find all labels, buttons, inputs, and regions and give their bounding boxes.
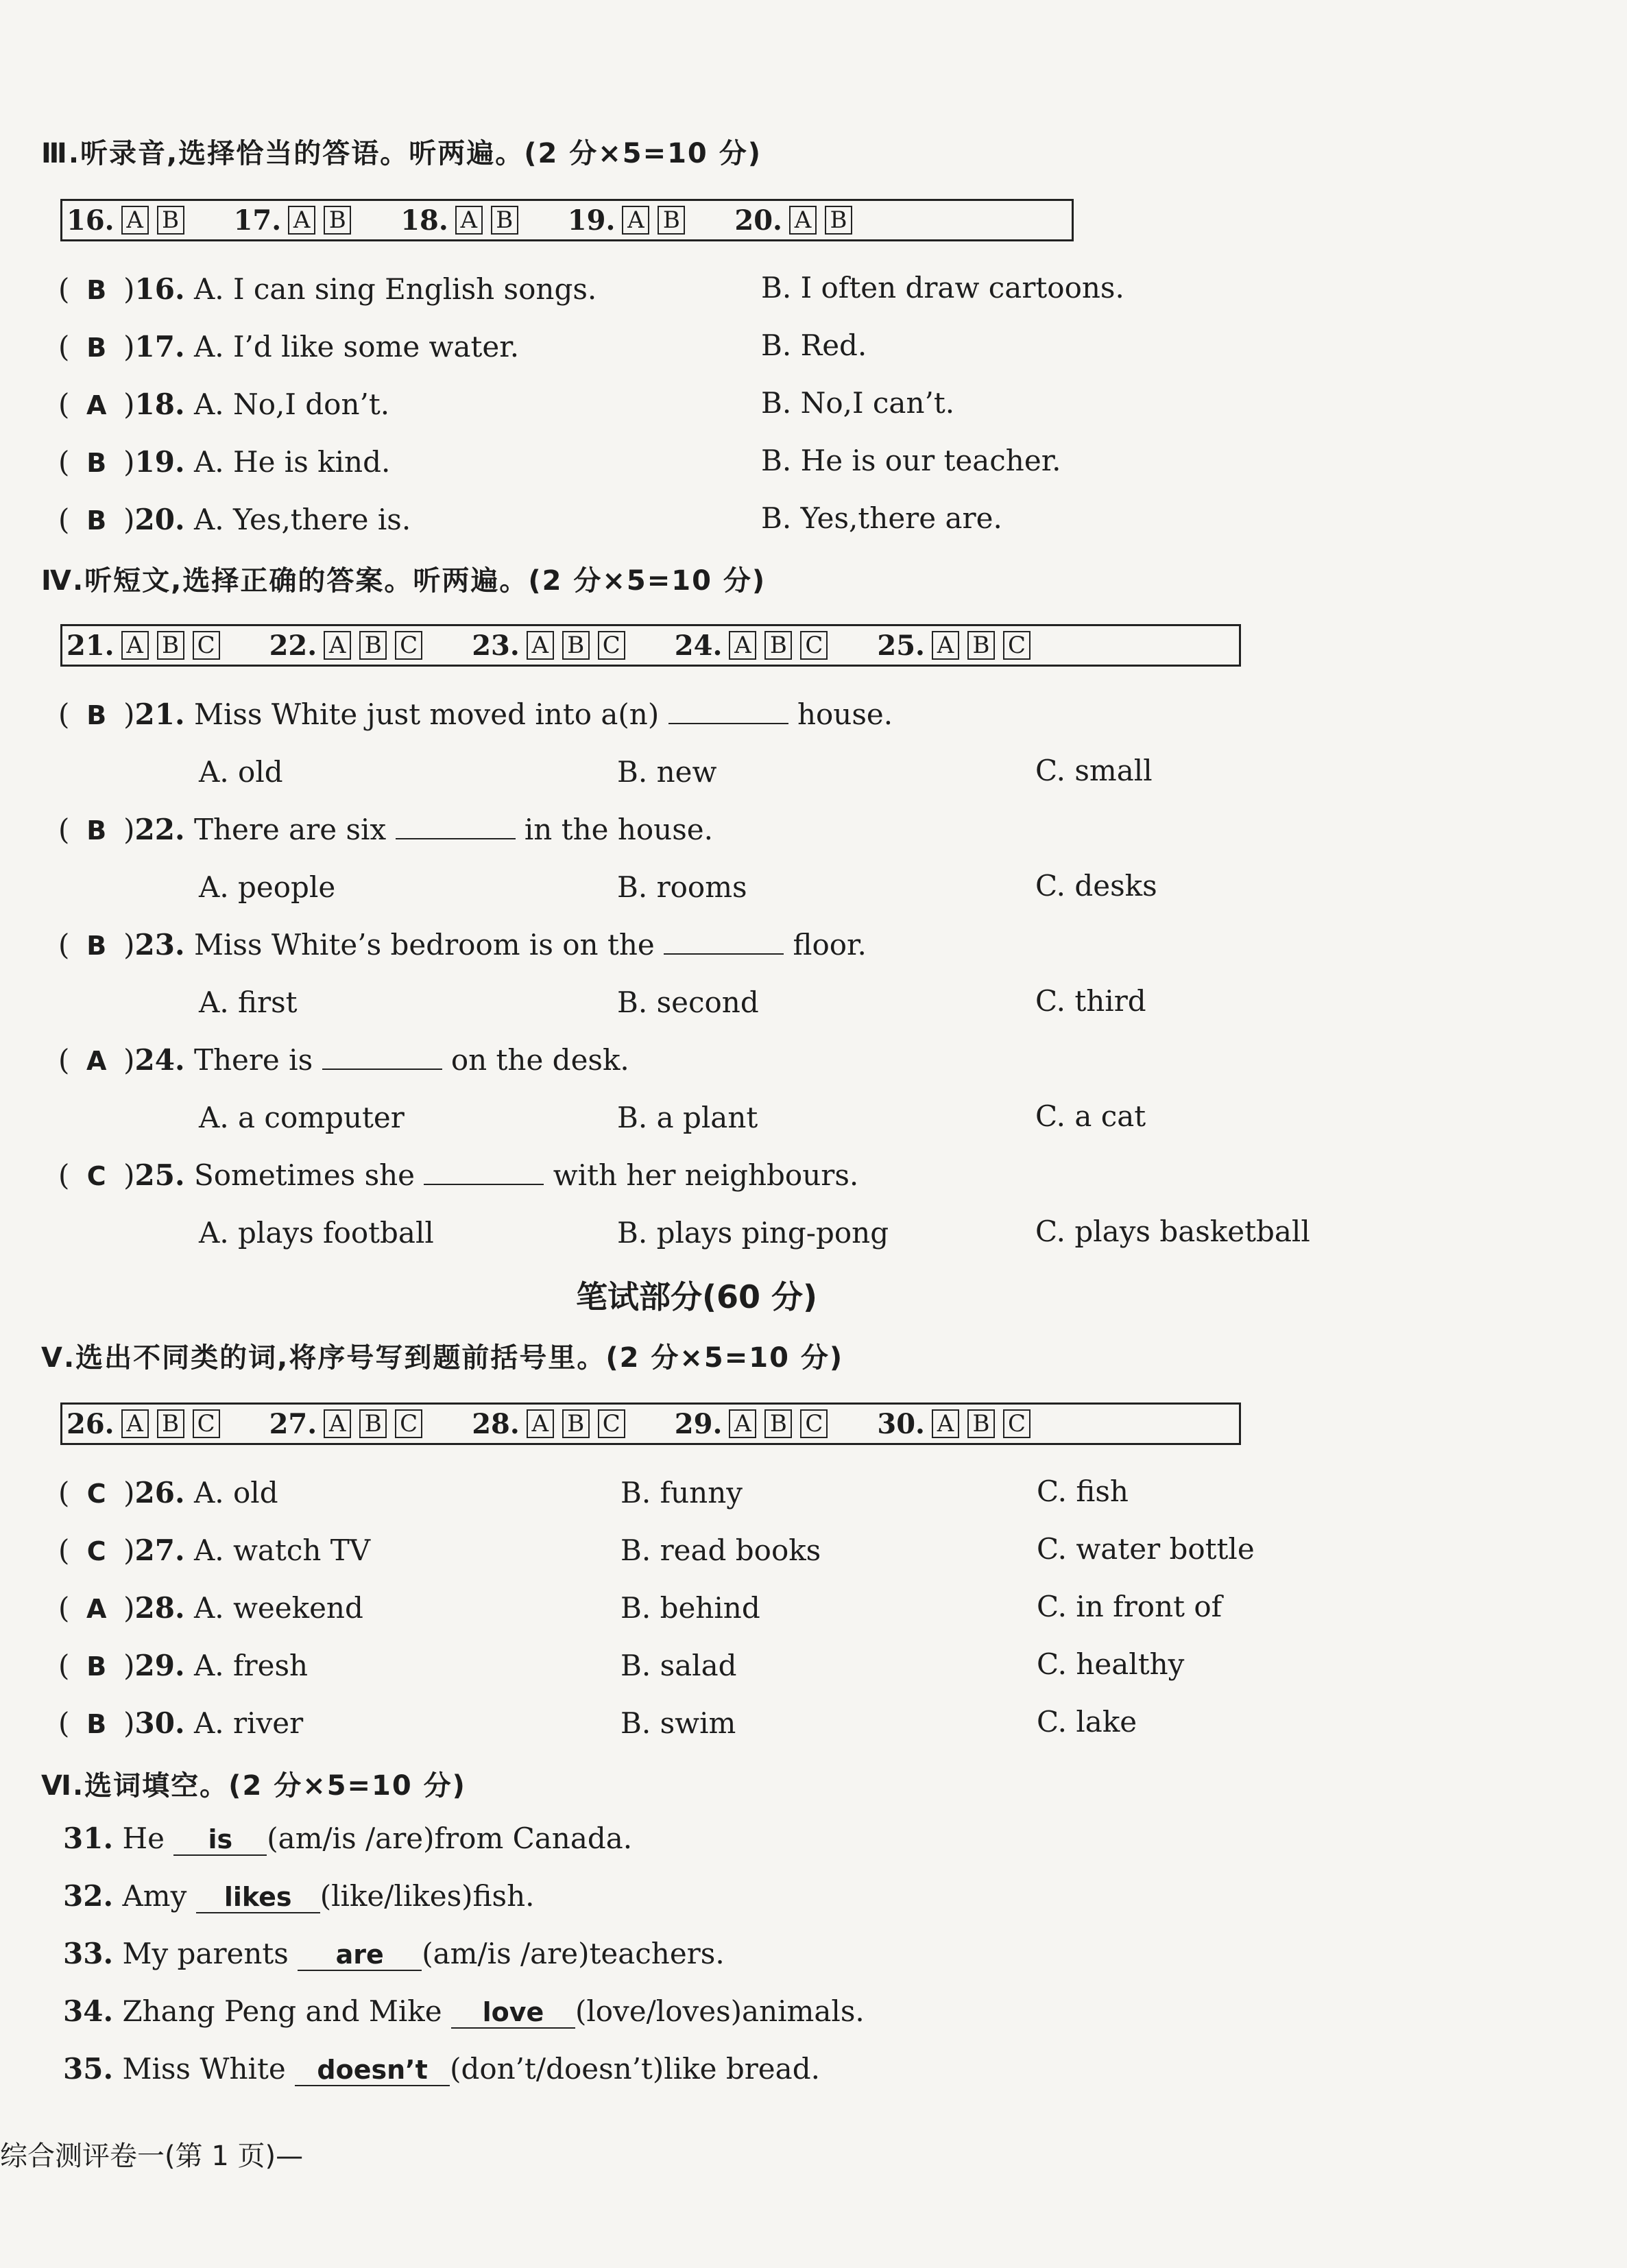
option-box[interactable]: C bbox=[395, 631, 422, 660]
option-box[interactable]: A bbox=[455, 206, 483, 235]
option-a: A. He is kind. bbox=[193, 445, 391, 479]
answer-letter: B bbox=[86, 505, 107, 536]
option-a: A. a computer bbox=[199, 1101, 405, 1134]
answer-bar-4 bbox=[60, 624, 1241, 667]
option-box[interactable]: B bbox=[562, 631, 590, 660]
question-number: 27. bbox=[134, 1533, 185, 1567]
option-box[interactable]: C bbox=[193, 631, 220, 660]
option-box[interactable]: B bbox=[764, 1409, 792, 1438]
option-box[interactable]: A bbox=[622, 206, 649, 235]
option-b: B. No,I can’t. bbox=[761, 386, 955, 420]
question-number: 31. bbox=[63, 1822, 114, 1855]
answer-letter: B bbox=[86, 815, 107, 846]
answer-letter: C bbox=[86, 1161, 106, 1191]
question-number: 18. bbox=[134, 387, 185, 421]
answer-letter: A bbox=[86, 1046, 107, 1076]
answer-group bbox=[675, 1408, 836, 1440]
question-number: 16. bbox=[67, 204, 115, 237]
answer-letter: B bbox=[86, 1651, 107, 1682]
answer-letter: B bbox=[86, 275, 107, 305]
filled-answer: doesn’t bbox=[295, 2055, 450, 2086]
question-31 bbox=[63, 1822, 632, 1856]
option-a: A. plays football bbox=[199, 1216, 434, 1250]
answer-group bbox=[734, 204, 860, 237]
option-a: A. river bbox=[193, 1706, 304, 1740]
question-32 bbox=[63, 1879, 534, 1913]
question-number: 23. bbox=[472, 629, 520, 662]
option-box[interactable]: B bbox=[157, 1409, 184, 1438]
option-a: A. old bbox=[199, 755, 283, 789]
option-b: B. He is our teacher. bbox=[761, 444, 1061, 477]
answer-letter: B bbox=[86, 931, 107, 961]
question-number: 35. bbox=[63, 2052, 114, 2086]
option-box[interactable]: A bbox=[932, 1409, 959, 1438]
option-box[interactable]: C bbox=[395, 1409, 422, 1438]
stem-before: Miss White just moved into a(n) bbox=[193, 697, 660, 731]
answer-group bbox=[400, 204, 527, 237]
option-box[interactable]: B bbox=[491, 206, 518, 235]
option-box[interactable]: C bbox=[193, 1409, 220, 1438]
question-number: 32. bbox=[63, 1879, 114, 1913]
option-b: B. rooms bbox=[617, 870, 747, 904]
option-box[interactable]: C bbox=[598, 1409, 625, 1438]
option-box[interactable]: A bbox=[324, 1409, 351, 1438]
option-box[interactable]: A bbox=[789, 206, 817, 235]
stem-after: (am/is /are)from Canada. bbox=[267, 1822, 633, 1855]
stem-after: (love/loves)animals. bbox=[575, 1994, 865, 2028]
stem-before: Zhang Peng and Mike bbox=[122, 1994, 442, 2028]
option-box[interactable]: B bbox=[562, 1409, 590, 1438]
stem-before: Amy bbox=[122, 1879, 187, 1913]
question-number: 34. bbox=[63, 1994, 114, 2028]
filled-answer: likes bbox=[196, 1882, 320, 1913]
option-b: B. swim bbox=[620, 1706, 736, 1740]
question-16: ( B )16. A. I can sing English songs. bbox=[58, 272, 597, 306]
question-28: ( A )28. A. weekend bbox=[58, 1591, 363, 1625]
answer-letter: C bbox=[86, 1536, 106, 1566]
question-34 bbox=[63, 1994, 865, 2029]
stem-before: Miss White bbox=[122, 2052, 286, 2086]
stem-before: He bbox=[122, 1822, 165, 1855]
option-box[interactable]: B bbox=[825, 206, 852, 235]
answer-group bbox=[877, 630, 1039, 662]
blank-line bbox=[668, 700, 788, 724]
answer-group bbox=[67, 204, 193, 237]
option-box[interactable]: C bbox=[800, 1409, 828, 1438]
option-box[interactable]: B bbox=[967, 631, 995, 660]
answer-group bbox=[675, 630, 836, 662]
question-number: 20. bbox=[734, 204, 782, 237]
question-20: ( B )20. A. Yes,there is. bbox=[58, 503, 411, 536]
option-c: C. fish bbox=[1037, 1475, 1129, 1508]
option-box[interactable]: A bbox=[121, 206, 149, 235]
stem-after: (am/is /are)teachers. bbox=[422, 1937, 725, 1970]
stem-after: (like/likes)fish. bbox=[320, 1879, 535, 1913]
option-b: B. plays ping-pong bbox=[617, 1216, 889, 1250]
question-number: 20. bbox=[134, 503, 185, 536]
page-footer: 综合测评卷一(第 1 页)— bbox=[0, 2140, 304, 2172]
section-6-title: Ⅵ.选词填空。(2 分×5=10 分) bbox=[41, 1770, 466, 1802]
question-number: 19. bbox=[134, 445, 185, 479]
section-3-title: Ⅲ.听录音,选择恰当的答语。听两遍。(2 分×5=10 分) bbox=[41, 138, 762, 169]
answer-letter: B bbox=[86, 1709, 107, 1739]
question-33 bbox=[63, 1937, 725, 1971]
option-a: A. first bbox=[199, 986, 298, 1019]
option-c: C. lake bbox=[1037, 1705, 1137, 1739]
option-c: C. a cat bbox=[1035, 1099, 1146, 1133]
question-25: ( C )25. Sometimes she with her neighbours. bbox=[58, 1158, 859, 1192]
question-number: 25. bbox=[877, 629, 925, 662]
section-5-title: Ⅴ.选出不同类的词,将序号写到题前括号里。(2 分×5=10 分) bbox=[41, 1342, 844, 1374]
option-box[interactable]: B bbox=[658, 206, 685, 235]
written-part-title: 笔试部分(60 分) bbox=[576, 1278, 818, 1315]
option-c: C. healthy bbox=[1037, 1647, 1185, 1681]
option-b: B. a plant bbox=[617, 1101, 758, 1134]
question-number: 21. bbox=[67, 629, 115, 662]
question-35 bbox=[63, 2052, 820, 2086]
stem-after: (don’t/doesn’t)like bread. bbox=[450, 2052, 820, 2086]
stem-after: with her neighbours. bbox=[553, 1158, 859, 1192]
option-box[interactable]: C bbox=[1003, 1409, 1031, 1438]
blank-line bbox=[664, 930, 784, 955]
stem-after: in the house. bbox=[524, 813, 713, 846]
question-number: 30. bbox=[134, 1706, 185, 1740]
question-26: ( C )26. A. old bbox=[58, 1476, 278, 1509]
question-number: 21. bbox=[134, 697, 185, 731]
answer-group bbox=[877, 1408, 1039, 1440]
answer-group bbox=[269, 1408, 431, 1440]
question-number: 25. bbox=[134, 1158, 185, 1192]
option-b: B. second bbox=[617, 986, 759, 1019]
option-b: B. Yes,there are. bbox=[761, 501, 1002, 535]
stem-after: house. bbox=[797, 697, 893, 731]
question-27: ( C )27. A. watch TV bbox=[58, 1533, 371, 1567]
stem-before: Sometimes she bbox=[193, 1158, 415, 1192]
answer-group bbox=[568, 204, 694, 237]
option-box[interactable]: A bbox=[121, 631, 149, 660]
option-box[interactable]: A bbox=[288, 206, 315, 235]
stem-before: There are six bbox=[193, 813, 387, 846]
option-b: B. new bbox=[617, 755, 717, 789]
question-number: 24. bbox=[134, 1043, 185, 1077]
option-a: A. people bbox=[199, 870, 336, 904]
option-box[interactable]: B bbox=[157, 206, 184, 235]
answer-letter: C bbox=[86, 1479, 106, 1509]
answer-bar-5 bbox=[60, 1402, 1241, 1445]
option-c: C. in front of bbox=[1037, 1590, 1222, 1623]
option-a: A. watch TV bbox=[193, 1533, 371, 1567]
question-number: 19. bbox=[567, 204, 616, 237]
question-number: 26. bbox=[134, 1476, 185, 1509]
section-4-title: Ⅳ.听短文,选择正确的答案。听两遍。(2 分×5=10 分) bbox=[41, 565, 767, 597]
question-number: 17. bbox=[134, 330, 185, 363]
option-box[interactable]: A bbox=[729, 1409, 756, 1438]
blank-line bbox=[322, 1045, 442, 1070]
answer-bar-3 bbox=[60, 199, 1074, 241]
question-number: 30. bbox=[877, 1407, 925, 1440]
option-a: A. No,I don’t. bbox=[193, 387, 390, 421]
question-number: 17. bbox=[233, 204, 282, 237]
option-a: A. I’d like some water. bbox=[193, 330, 520, 363]
option-box[interactable]: B bbox=[157, 631, 184, 660]
answer-letter: B bbox=[86, 333, 107, 363]
option-box[interactable]: A bbox=[527, 631, 554, 660]
option-b: B. I often draw cartoons. bbox=[761, 271, 1124, 305]
stem-after: floor. bbox=[793, 928, 867, 962]
question-number: 27. bbox=[269, 1407, 317, 1440]
question-21: ( B )21. Miss White just moved into a(n) house. bbox=[58, 697, 893, 731]
question-number: 18. bbox=[400, 204, 448, 237]
option-b: B. funny bbox=[620, 1476, 743, 1509]
stem-before: My parents bbox=[122, 1937, 289, 1970]
answer-letter: B bbox=[86, 700, 107, 730]
question-number: 28. bbox=[134, 1591, 185, 1625]
answer-group bbox=[234, 204, 360, 237]
option-box[interactable]: A bbox=[324, 631, 351, 660]
stem-before: There is bbox=[193, 1043, 313, 1077]
question-number: 16. bbox=[134, 272, 185, 306]
stem-after: on the desk. bbox=[450, 1043, 629, 1077]
option-b: B. Red. bbox=[761, 329, 867, 362]
option-box[interactable]: B bbox=[967, 1409, 995, 1438]
answer-letter: A bbox=[86, 390, 107, 420]
answer-group bbox=[67, 630, 228, 662]
answer-group bbox=[472, 1408, 634, 1440]
option-box[interactable]: C bbox=[1003, 631, 1031, 660]
question-number: 23. bbox=[134, 928, 185, 962]
option-b: B. read books bbox=[620, 1533, 821, 1567]
question-number: 33. bbox=[63, 1937, 114, 1970]
filled-answer: are bbox=[298, 1939, 422, 1971]
question-29: ( B )29. A. fresh bbox=[58, 1649, 309, 1682]
option-box[interactable]: B bbox=[324, 206, 351, 235]
question-30: ( B )30. A. river bbox=[58, 1706, 304, 1740]
option-box[interactable]: B bbox=[359, 631, 387, 660]
option-b: B. salad bbox=[620, 1649, 737, 1682]
option-box[interactable]: A bbox=[527, 1409, 554, 1438]
question-19: ( B )19. A. He is kind. bbox=[58, 445, 391, 479]
question-number: 24. bbox=[674, 629, 723, 662]
option-box[interactable]: A bbox=[121, 1409, 149, 1438]
question-number: 22. bbox=[134, 813, 185, 846]
option-c: C. plays basketball bbox=[1035, 1215, 1310, 1248]
option-a: A. old bbox=[193, 1476, 278, 1509]
answer-group bbox=[269, 630, 431, 662]
filled-answer: love bbox=[451, 1997, 575, 2029]
blank-line bbox=[424, 1160, 544, 1185]
option-box[interactable]: C bbox=[800, 631, 828, 660]
answer-group bbox=[67, 1408, 228, 1440]
option-a: A. fresh bbox=[193, 1649, 309, 1682]
option-box[interactable]: A bbox=[932, 631, 959, 660]
question-24: ( A )24. There is on the desk. bbox=[58, 1043, 629, 1077]
blank-line bbox=[396, 815, 516, 839]
answer-letter: B bbox=[86, 448, 107, 478]
option-a: A. I can sing English songs. bbox=[193, 272, 597, 306]
question-18: ( A )18. A. No,I don’t. bbox=[58, 387, 390, 421]
stem-before: Miss White’s bedroom is on the bbox=[193, 928, 655, 962]
question-number: 26. bbox=[67, 1407, 115, 1440]
option-b: B. behind bbox=[620, 1591, 760, 1625]
option-a: A. weekend bbox=[193, 1591, 363, 1625]
question-number: 22. bbox=[269, 629, 317, 662]
option-a: A. Yes,there is. bbox=[193, 503, 411, 536]
answer-group bbox=[472, 630, 634, 662]
option-box[interactable]: C bbox=[598, 631, 625, 660]
option-box[interactable]: B bbox=[764, 631, 792, 660]
filled-answer: is bbox=[173, 1824, 267, 1856]
option-box[interactable]: B bbox=[359, 1409, 387, 1438]
question-number: 28. bbox=[472, 1407, 520, 1440]
question-number: 29. bbox=[674, 1407, 723, 1440]
question-number: 29. bbox=[134, 1649, 185, 1682]
option-box[interactable]: A bbox=[729, 631, 756, 660]
question-22: ( B )22. There are six in the house. bbox=[58, 813, 713, 846]
option-c: C. desks bbox=[1035, 869, 1157, 903]
option-c: C. small bbox=[1035, 754, 1153, 787]
option-c: C. water bottle bbox=[1037, 1532, 1255, 1566]
question-23: ( B )23. Miss White’s bedroom is on the floor. bbox=[58, 928, 867, 962]
answer-letter: A bbox=[86, 1594, 107, 1624]
option-c: C. third bbox=[1035, 984, 1146, 1018]
question-17: ( B )17. A. I’d like some water. bbox=[58, 330, 520, 363]
